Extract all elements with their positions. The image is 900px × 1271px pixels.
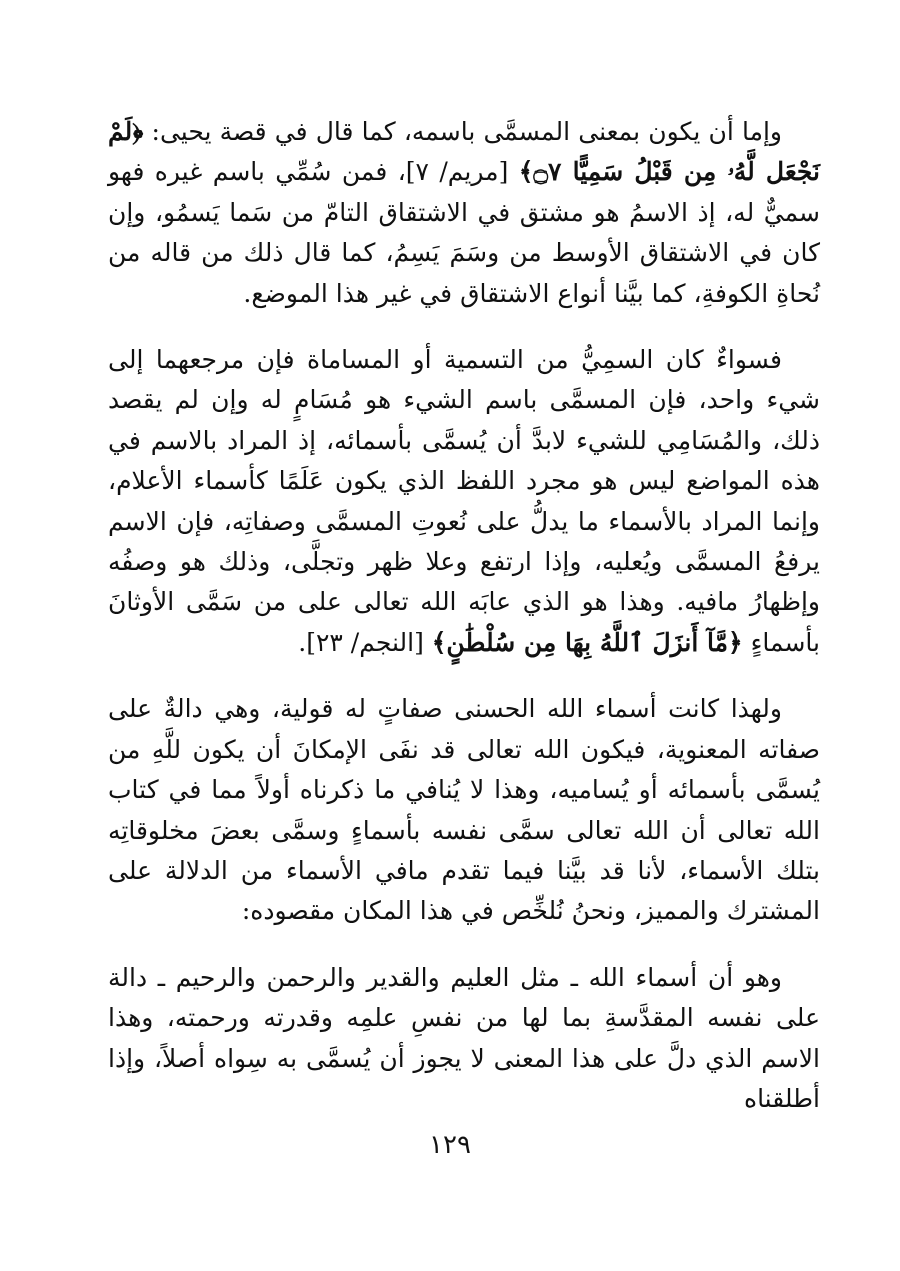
paragraph-2-text-after: [النجم/ ٢٣]. <box>298 627 432 657</box>
quran-verse-najm: ﴿مَّآ أَنزَلَ ٱللَّهُ بِهَا مِن سُلْطَٰنٍ﴾ <box>431 627 743 657</box>
quran-verse-maryam: ﴿لَمْ نَجْعَل لَّهُۥ مِن قَبْلُ سَمِيًّا ۝٧﴾ <box>108 117 820 187</box>
page-body <box>108 112 820 1119</box>
page-number: ١٢٩ <box>429 1130 471 1160</box>
paragraph-1 <box>108 112 820 314</box>
paragraph-1-text-before: وإما أن يكون بمعنى المسمَّى باسمه، كما قال في قصة يحيى: <box>143 117 782 146</box>
paragraph-4 <box>108 958 820 1120</box>
paragraph-3-text: ولهذا كانت أسماء الله الحسنى صفاتٍ له قولية، وهي دالةٌ على صفاته المعنوية، فيكون الله تعالى قد نفَى الإمكانَ أن يكون للَّهِ من يُسمَّى بأسمائه أو يُساميه، وهذا لا يُنافي ما ذكرناه أولاً مما في كتاب الله تعالى أن الله تعالى سمَّى نفسه بأسماءٍ وسمَّى بعضَ مخلوقاتِه بتلك الأسماء، لأنا قد بيَّنا فيما تقدم مافي الأسماء من الدلالة على المشترك والمميز، ونحنُ نُلخِّص في هذا المكان مقصوده: <box>108 694 820 926</box>
paragraph-4-text: وهو أن أسماء الله ـ مثل العليم والقدير والرحمن والرحيم ـ دالة على نفسه المقدَّسةِ بما لها من نفسِ علمِه وقدرته ورحمته، وهذا الاسم الذي دلَّ على هذا المعنى لا يجوز أن يُسمَّى به سِواه أصلاً، وإذا أطلقناه <box>108 962 820 1113</box>
paragraph-2 <box>108 340 820 663</box>
paragraph-1-text-after: [مريم/ ٧]، فمن سُمِّي باسم غيره فهو سميٌّ له، إذ الاسمُ هو مشتق في الاشتقاق التامّ من سَما يَسمُو، وإن كان في الاشتقاق الأوسط من وسَمَ يَسِمُ، كما قال ذلك من قاله من نُحاةِ الكوفةِ، كما بيَّنا أنواع الاشتقاق في غير هذا الموضع. <box>108 157 820 308</box>
paragraph-2-text-before: فسواءٌ كان السمِيُّ من التسمية أو المساماة فإن مرجعهما إلى شيء واحد، فإن المسمَّى باسم الشيء هو مُسَامٍ له وإن لم يقصد ذلك، والمُسَامِي للشيء لابدَّ أن يُسمَّى بأسمائه، إذ المراد بالاسم في هذه المواضع ليس هو مجرد اللفظ الذي يكون عَلَمًا كأسماء الأعلام، وإنما المراد بالأسماء ما يدلُّ على نُعوتِ المسمَّى وصفاتِه، فإن الاسم يرفعُ المسمَّى ويُعليه، وإذا ارتفع وعلا ظهر وتجلَّى، وذلك هو وصفُه وإظهارُ مافيه. وهذا هو الذي عابَه الله تعالى على من سَمَّى الأوثانَ بأسماءٍ <box>108 345 820 657</box>
paragraph-3 <box>108 689 820 931</box>
